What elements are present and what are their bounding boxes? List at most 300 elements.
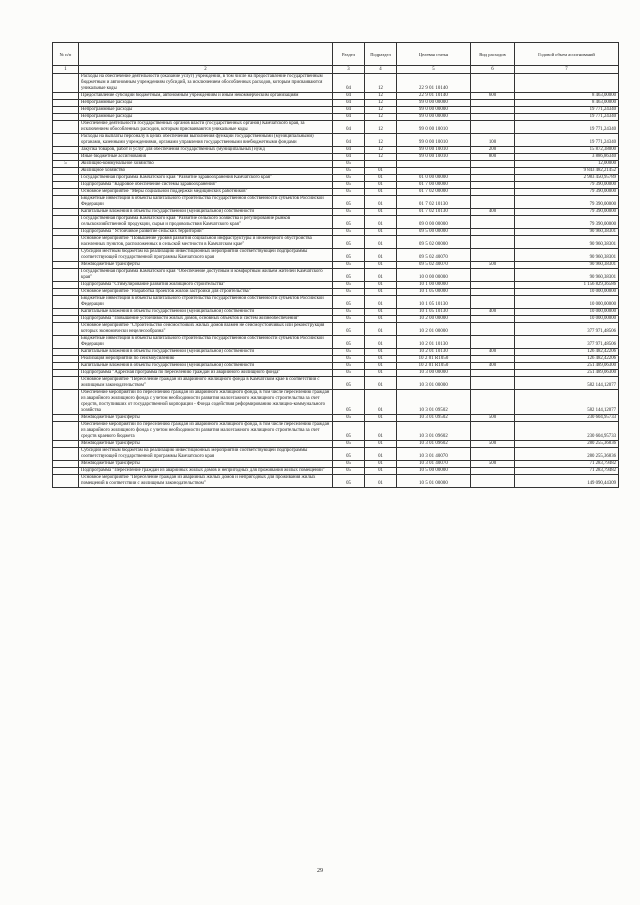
row-sum: 582 144,12077	[515, 390, 619, 415]
row-subsection: 01	[365, 216, 397, 229]
row-subsection: 01	[365, 209, 397, 216]
row-num	[53, 114, 79, 121]
row-name: Субсидии местным бюджетам на реализацию инвестиционных мероприятий соответствующей подпрограммы соответствующей государственной программы Камчатского края	[79, 249, 333, 262]
table-row	[53, 74, 619, 93]
row-sum: 71 283,79482	[515, 461, 619, 468]
row-subsection: 01	[365, 468, 397, 475]
row-subsection: 12	[365, 74, 397, 93]
row-subsection: 01	[365, 282, 397, 289]
row-name: Государственная программа Камчатского края "Развитие здравоохранения Камчатского края"	[79, 175, 333, 182]
row-target-code	[397, 161, 471, 168]
row-section: 05	[333, 249, 365, 262]
row-num	[53, 236, 79, 249]
row-expense-type: 500	[471, 262, 515, 269]
row-subsection: 01	[365, 461, 397, 468]
row-target-code: 10 3 01 09602	[397, 441, 471, 448]
table-row	[53, 323, 619, 336]
table-row	[53, 236, 619, 249]
row-sum: 79 390,00000	[515, 209, 619, 216]
row-num	[53, 441, 79, 448]
row-target-code: 10 3 01 09502	[397, 390, 471, 415]
row-section: 05	[333, 189, 365, 196]
row-section: 05	[333, 216, 365, 229]
row-section: 05	[333, 282, 365, 289]
row-num	[53, 390, 79, 415]
table-row	[53, 134, 619, 147]
table-row	[53, 309, 619, 316]
row-name: Основное мероприятие "Повышение уровня развития социальной инфраструктуры и инженерного обустройства населенных пунктов, расположенных в сельской местности в Камчатском крае"	[79, 236, 333, 249]
row-num	[53, 262, 79, 269]
row-target-code: 09 5 02 00000	[397, 236, 471, 249]
row-sum: 280 255,36836	[515, 441, 619, 448]
row-subsection: 01	[365, 269, 397, 282]
row-expense-type	[471, 370, 515, 377]
row-sum: 10 000,00000	[515, 316, 619, 323]
row-expense-type	[471, 236, 515, 249]
row-section: 05	[333, 316, 365, 323]
header-name	[79, 43, 333, 66]
row-name: Подпрограмма "Повышение устойчивости жилых домов, основных объектов и систем жизнеобеспечения"	[79, 316, 333, 323]
table-row	[53, 448, 619, 461]
row-subsection: 01	[365, 296, 397, 309]
row-expense-type	[471, 468, 515, 475]
row-name: Жилищно-коммунальное хозяйство	[79, 161, 333, 168]
row-expense-type	[471, 229, 515, 236]
row-num	[53, 377, 79, 390]
row-name: Капитальные вложения в объекты государственной (муниципальной) собственности	[79, 309, 333, 316]
table-row	[53, 349, 619, 356]
row-target-code: 10 1 05 10130	[397, 296, 471, 309]
row-expense-type	[471, 390, 515, 415]
table-row	[53, 282, 619, 289]
row-num	[53, 370, 79, 377]
row-name: Основное мероприятие "Разработка проектов жилой застройки для строительства"	[79, 289, 333, 296]
row-target-code: 22 9 01 10140	[397, 74, 471, 93]
row-subsection: 12	[365, 134, 397, 147]
row-target-code: 10 3 01 40070	[397, 461, 471, 468]
page-number: 29	[317, 868, 323, 874]
row-name: Бюджетные инвестиции в объекты капитального строительства государственной собственности субъектов Российской Федерации	[79, 336, 333, 349]
row-sum: 79 390,00000	[515, 182, 619, 189]
row-sum: 79 390,00000	[515, 189, 619, 196]
row-expense-type: 500	[471, 415, 515, 422]
row-expense-type: 400	[471, 363, 515, 370]
row-sum: 251 489,06300	[515, 370, 619, 377]
table-row	[53, 249, 619, 262]
row-expense-type	[471, 189, 515, 196]
row-sum: 19 771,24340	[515, 134, 619, 147]
row-sum: 12,00000	[515, 161, 619, 168]
row-sum: 3 886,86340	[515, 154, 619, 161]
table-row	[53, 147, 619, 154]
row-target-code: 10 5 01 00000	[397, 475, 471, 488]
row-expense-type	[471, 249, 515, 262]
row-expense-type	[471, 336, 515, 349]
row-subsection: 12	[365, 93, 397, 100]
row-section: 05	[333, 390, 365, 415]
table-row	[53, 377, 619, 390]
row-section: 04	[333, 121, 365, 134]
row-section: 05	[333, 422, 365, 441]
row-target-code: 09 5 00 00000	[397, 229, 471, 236]
row-expense-type	[471, 356, 515, 363]
row-name: Реализация мероприятий по сейсмоусилению	[79, 356, 333, 363]
row-section: 05	[333, 269, 365, 282]
col-number: 7	[515, 66, 619, 74]
row-subsection: 01	[365, 336, 397, 349]
table-row	[53, 422, 619, 441]
row-name: Расходы на обеспечение деятельности (оказание услуг) учреждений, в том числе на предоставление государственным бюджетным и автономным учреждениям субсидий, за исключением обособленных расходов, которым присваиваются уникальные коды	[79, 74, 333, 93]
table-row	[53, 107, 619, 114]
row-section: 05	[333, 363, 365, 370]
header-sum: Годовой объем ассигнований	[515, 43, 619, 66]
row-expense-type: 600	[471, 93, 515, 100]
row-subsection: 01	[365, 168, 397, 175]
row-sum: 280 255,36836	[515, 448, 619, 461]
row-num	[53, 168, 79, 175]
header-subsection: Подраздел	[365, 43, 397, 66]
col-number: 5	[397, 66, 471, 74]
row-section: 05	[333, 182, 365, 189]
row-sum: 8 463,00000	[515, 93, 619, 100]
table-row	[53, 100, 619, 107]
table-row	[53, 182, 619, 189]
table-row	[53, 161, 619, 168]
row-num	[53, 269, 79, 282]
row-section: 04	[333, 93, 365, 100]
row-subsection: 01	[365, 363, 397, 370]
row-target-code: 10 2 01 R1050	[397, 356, 471, 363]
row-sum: 90 960,38301	[515, 249, 619, 262]
row-section: 05	[333, 461, 365, 468]
row-name: Непрограммные расходы	[79, 114, 333, 121]
row-expense-type	[471, 114, 515, 121]
row-subsection: 01	[365, 262, 397, 269]
row-sum: 10 000,00000	[515, 289, 619, 296]
row-num	[53, 189, 79, 196]
row-subsection: 12	[365, 147, 397, 154]
row-num	[53, 323, 79, 336]
row-target-code: 10 3 00 00000	[397, 370, 471, 377]
table-row	[53, 370, 619, 377]
header-section: Раздел	[333, 43, 365, 66]
row-name: Расходы на выплаты персоналу в целях обеспечения выполнения функций государственными (муниципальными) органами, казенными учреждениями, органами управления государственными внебюджетными фондами	[79, 134, 333, 147]
row-name: Государственная программа Камчатского края "Развитие сельского хозяйства и регулирование рынков сельскохозяйственной продукции, сырья и продовольствия Камчатского края"	[79, 216, 333, 229]
row-name: Обеспечение мероприятий по переселению граждан из аварийного жилищного фонда, в том числе переселению граждан из аварийного жилищного фонда с учетом необходимости развития малоэтажного жилищного строительства за счет средств, поступивших от государственной корпорации - Фонда содействия реформированию жилищно-коммунального хозяйства	[79, 390, 333, 415]
row-section: 05	[333, 262, 365, 269]
row-name: Подпрограмма "Адресная программа по переселению граждан из аварийного жилищного фонда"	[79, 370, 333, 377]
row-target-code: 01 7 02 00000	[397, 189, 471, 196]
row-num	[53, 107, 79, 114]
row-section: 05	[333, 323, 365, 336]
row-subsection: 01	[365, 249, 397, 262]
row-sum	[515, 74, 619, 93]
row-name: Непрограммные расходы	[79, 100, 333, 107]
row-expense-type	[471, 121, 515, 134]
row-subsection: 01	[365, 323, 397, 336]
row-sum: 230 604,95733	[515, 415, 619, 422]
row-name: Обеспечение мероприятий по переселению граждан из аварийного жилищного фонда, в том числе переселению граждан из аварийного жилищного фонда с учетом необходимости развития малоэтажного жилищного строительства за счет средств краевого бюджета	[79, 422, 333, 441]
row-subsection: 01	[365, 289, 397, 296]
table-row	[53, 475, 619, 488]
table-row	[53, 289, 619, 296]
row-sum: 19 771,24340	[515, 114, 619, 121]
row-target-code: 99 0 00 10010	[397, 134, 471, 147]
row-expense-type	[471, 282, 515, 289]
row-name: Подпрограмма "Устойчивое развитие сельских территорий"	[79, 229, 333, 236]
row-expense-type	[471, 168, 515, 175]
header-target: Целевая статья	[397, 43, 471, 66]
row-num	[53, 309, 79, 316]
row-subsection: 12	[365, 121, 397, 134]
row-expense-type	[471, 107, 515, 114]
row-section: 05	[333, 356, 365, 363]
row-target-code: 10 3 01 09502	[397, 415, 471, 422]
row-section: 05	[333, 229, 365, 236]
row-target-code: 09 5 02 40070	[397, 249, 471, 262]
row-sum: 230 604,95733	[515, 422, 619, 441]
row-section: 05	[333, 370, 365, 377]
row-expense-type	[471, 475, 515, 488]
row-sum: 19 771,24340	[515, 121, 619, 134]
row-sum: 126 482,42206	[515, 349, 619, 356]
row-num	[53, 182, 79, 189]
table-row	[53, 363, 619, 370]
row-name: Основное мероприятие "Строительство сейсмостойких жилых домов взамен не сейсмоустойчивых или реконструкция которых экономически нецелесообразна"	[79, 323, 333, 336]
row-name: Межбюджетные трансферты	[79, 262, 333, 269]
row-sum: 2 983 450,95789	[515, 175, 619, 182]
row-section: 05	[333, 475, 365, 488]
table-header-row	[53, 43, 619, 66]
row-num: 5	[53, 161, 79, 168]
row-sum: 90 960,38301	[515, 269, 619, 282]
row-target-code: 99 0 00 10010	[397, 154, 471, 161]
row-target-code: 99 0 00 00000	[397, 114, 471, 121]
row-num	[53, 282, 79, 289]
row-name: Подпрограмма "Стимулирование развития жилищного строительства"	[79, 282, 333, 289]
row-target-code: 10 5 00 00000	[397, 468, 471, 475]
row-num	[53, 415, 79, 422]
row-target-code: 10 3 01 00000	[397, 377, 471, 390]
row-target-code: 10 1 05 10130	[397, 309, 471, 316]
row-num	[53, 461, 79, 468]
row-expense-type: 400	[471, 309, 515, 316]
row-name: Предоставление субсидий бюджетным, автономным учреждениям и иным некоммерческим организациям	[79, 93, 333, 100]
row-num	[53, 93, 79, 100]
row-target-code: 10 3 01 40070	[397, 448, 471, 461]
row-num	[53, 475, 79, 488]
row-subsection: 12	[365, 107, 397, 114]
row-num	[53, 216, 79, 229]
row-section: 05	[333, 415, 365, 422]
row-target-code: 22 9 01 10140	[397, 93, 471, 100]
row-section: 05	[333, 161, 365, 168]
row-sum: 90 960,38301	[515, 262, 619, 269]
col-number: 4	[365, 66, 397, 74]
row-subsection: 12	[365, 114, 397, 121]
row-expense-type: 800	[471, 154, 515, 161]
row-name: Бюджетные инвестиции в объекты капитального строительства государственной собственности субъектов Российской Федерации	[79, 296, 333, 309]
row-num	[53, 121, 79, 134]
row-num	[53, 175, 79, 182]
table-row	[53, 175, 619, 182]
row-sum: 126 482,42206	[515, 356, 619, 363]
row-expense-type	[471, 182, 515, 189]
row-subsection: 01	[365, 182, 397, 189]
row-section: 05	[333, 349, 365, 356]
row-section: 05	[333, 468, 365, 475]
row-target-code: 99 0 00 10010	[397, 147, 471, 154]
row-target-code: 10 2 01 00000	[397, 323, 471, 336]
row-target-code: 01 0 00 00000	[397, 175, 471, 182]
row-subsection: 01	[365, 236, 397, 249]
row-sum: 71 283,79482	[515, 468, 619, 475]
row-section: 05	[333, 309, 365, 316]
row-num	[53, 356, 79, 363]
row-sum: 19 771,24340	[515, 107, 619, 114]
row-target-code: 10 3 01 09602	[397, 422, 471, 441]
row-expense-type	[471, 316, 515, 323]
row-expense-type	[471, 161, 515, 168]
table-row	[53, 461, 619, 468]
row-section: 05	[333, 168, 365, 175]
table-row	[53, 415, 619, 422]
column-number-row	[53, 66, 619, 74]
row-expense-type: 400	[471, 209, 515, 216]
row-num	[53, 229, 79, 236]
row-target-code: 10 2 01 10130	[397, 349, 471, 356]
row-subsection: 01	[365, 309, 397, 316]
row-expense-type	[471, 448, 515, 461]
row-section: 05	[333, 336, 365, 349]
row-name: Подпрограмма "Кадровое обеспечение системы здравоохранения"	[79, 182, 333, 189]
row-expense-type	[471, 289, 515, 296]
row-section: 05	[333, 296, 365, 309]
row-expense-type	[471, 74, 515, 93]
table-row	[53, 209, 619, 216]
row-target-code	[397, 168, 471, 175]
row-num	[53, 422, 79, 441]
row-num	[53, 289, 79, 296]
row-name: Основное мероприятие "Переселение граждан из аварийного жилищного фонда в Камчатском крае в соответствии с жилищным законодательством"	[79, 377, 333, 390]
row-target-code: 09 0 00 00000	[397, 216, 471, 229]
table-row	[53, 441, 619, 448]
row-section: 04	[333, 134, 365, 147]
row-num	[53, 336, 79, 349]
row-num	[53, 147, 79, 154]
row-target-code: 10 2 01 R1050	[397, 363, 471, 370]
row-target-code: 99 0 00 00000	[397, 107, 471, 114]
row-num	[53, 363, 79, 370]
row-num	[53, 296, 79, 309]
row-expense-type	[471, 269, 515, 282]
table-row	[53, 316, 619, 323]
row-expense-type	[471, 216, 515, 229]
row-expense-type	[471, 196, 515, 209]
row-sum: 9 843 482,21452	[515, 168, 619, 175]
row-name: Государственная программа Камчатского края "Обеспечение доступным и комфортным жильем жителей Камчатского края"	[79, 269, 333, 282]
row-subsection: 01	[365, 448, 397, 461]
row-subsection: 01	[365, 316, 397, 323]
table-row	[53, 262, 619, 269]
header-expense-type: Вид расходов	[471, 43, 515, 66]
row-name: Межбюджетные трансферты	[79, 441, 333, 448]
row-expense-type	[471, 377, 515, 390]
table-row	[53, 189, 619, 196]
table-row	[53, 154, 619, 161]
row-name: Иные бюджетные ассигнования	[79, 154, 333, 161]
row-target-code: 10 2 00 00000	[397, 316, 471, 323]
row-sum: 377 971,48506	[515, 323, 619, 336]
row-name: Основное мероприятие "Меры социальной поддержки медицинских работников"	[79, 189, 333, 196]
row-section: 04	[333, 74, 365, 93]
row-subsection: 12	[365, 100, 397, 107]
table-row	[53, 229, 619, 236]
row-subsection: 01	[365, 475, 397, 488]
row-expense-type: 400	[471, 349, 515, 356]
row-expense-type	[471, 100, 515, 107]
row-section: 05	[333, 236, 365, 249]
table-row	[53, 196, 619, 209]
row-sum: 79 390,00000	[515, 216, 619, 229]
row-sum: 10 000,00000	[515, 309, 619, 316]
row-sum: 1 156 829,36586	[515, 282, 619, 289]
row-target-code: 99 0 00 10010	[397, 121, 471, 134]
row-name: Основное мероприятие "Переселение граждан из аварийных жилых домов и непригодных для проживания жилых помещений в соответствии с жилищным законодательством"	[79, 475, 333, 488]
row-expense-type	[471, 323, 515, 336]
table-row	[53, 114, 619, 121]
row-sum: 90 960,38301	[515, 236, 619, 249]
table-row	[53, 390, 619, 415]
col-number: 1	[53, 66, 79, 74]
row-num	[53, 196, 79, 209]
row-num	[53, 249, 79, 262]
row-subsection: 01	[365, 196, 397, 209]
col-number: 6	[471, 66, 515, 74]
row-name: Бюджетные инвестиции в объекты капитального строительства государственной собственности субъектов Российской Федерации	[79, 196, 333, 209]
row-expense-type	[471, 296, 515, 309]
row-section: 05	[333, 289, 365, 296]
row-num	[53, 134, 79, 147]
row-expense-type: 200	[471, 147, 515, 154]
row-subsection: 01	[365, 441, 397, 448]
row-target-code: 01 7 00 00000	[397, 182, 471, 189]
col-number: 2	[79, 66, 333, 74]
row-section: 05	[333, 196, 365, 209]
row-sum: 582 144,12077	[515, 377, 619, 390]
row-expense-type: 500	[471, 441, 515, 448]
row-sum: 149 090,44309	[515, 475, 619, 488]
table-row	[53, 269, 619, 282]
row-target-code: 10 1 00 00000	[397, 282, 471, 289]
row-subsection: 01	[365, 356, 397, 363]
header-num: № п/п	[53, 43, 79, 66]
row-name: Межбюджетные трансферты	[79, 415, 333, 422]
row-section: 05	[333, 175, 365, 182]
row-sum: 8 463,00000	[515, 100, 619, 107]
row-target-code: 09 5 02 40070	[397, 262, 471, 269]
row-subsection: 01	[365, 390, 397, 415]
row-target-code: 99 0 00 00000	[397, 100, 471, 107]
row-subsection: 01	[365, 349, 397, 356]
row-section: 04	[333, 147, 365, 154]
row-expense-type: 100	[471, 134, 515, 147]
row-subsection: 01	[365, 377, 397, 390]
row-name: Жилищное хозяйство	[79, 168, 333, 175]
row-num	[53, 209, 79, 216]
row-section: 05	[333, 448, 365, 461]
row-name: Обеспечение деятельности государственных органов власти (государственных органов) Камчатского края, за исключением обособленных расходов, которым присваиваются уникальные коды	[79, 121, 333, 134]
